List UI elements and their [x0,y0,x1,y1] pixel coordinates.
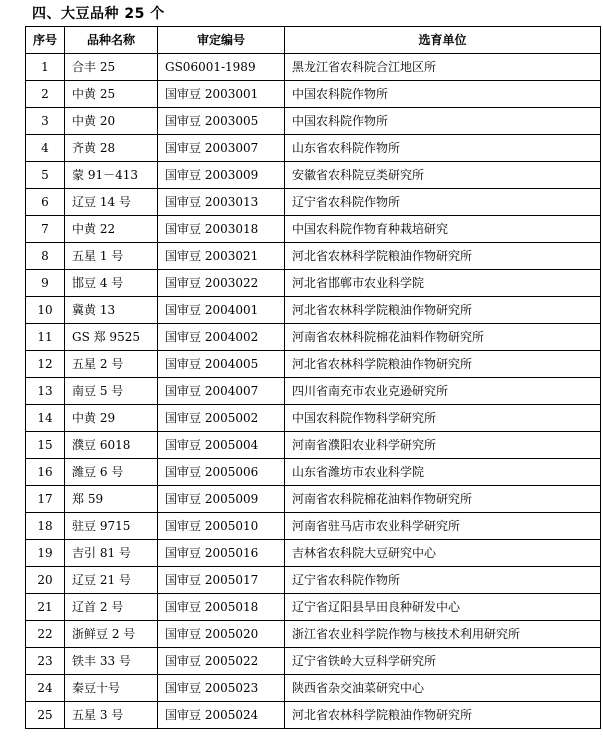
cell-index: 3 [26,108,65,135]
cell-approval-number: 国审豆 2005009 [158,486,285,513]
cell-variety-name: 南豆 5 号 [65,378,158,405]
column-header-approval-number: 审定编号 [158,27,285,54]
cell-index: 5 [26,162,65,189]
cell-breeding-unit: 安徽省农科院豆类研究所 [285,162,601,189]
cell-breeding-unit: 河北省农林科学院粮油作物研究所 [285,297,601,324]
cell-breeding-unit: 河北省农林科学院粮油作物研究所 [285,243,601,270]
cell-index: 21 [26,594,65,621]
table-row [26,405,601,432]
cell-index: 22 [26,621,65,648]
cell-index: 14 [26,405,65,432]
cell-approval-number: 国审豆 2005017 [158,567,285,594]
cell-variety-name: 秦豆十号 [65,675,158,702]
table-row [26,378,601,405]
cell-breeding-unit: 陕西省杂交油菜研究中心 [285,675,601,702]
table-row [26,243,601,270]
cell-breeding-unit: 河南省濮阳农业科学研究所 [285,432,601,459]
cell-approval-number: 国审豆 2003001 [158,81,285,108]
table-row [26,189,601,216]
cell-breeding-unit: 河南省驻马店市农业科学研究所 [285,513,601,540]
cell-index: 18 [26,513,65,540]
cell-approval-number: 国审豆 2003009 [158,162,285,189]
cell-index: 13 [26,378,65,405]
cell-approval-number: 国审豆 2003021 [158,243,285,270]
table-row [26,648,601,675]
cell-approval-number: 国审豆 2003013 [158,189,285,216]
cell-variety-name: 辽豆 21 号 [65,567,158,594]
cell-approval-number: 国审豆 2005004 [158,432,285,459]
cell-breeding-unit: 河北省农林科学院粮油作物研究所 [285,351,601,378]
cell-index: 11 [26,324,65,351]
cell-variety-name: 中黄 20 [65,108,158,135]
cell-approval-number: 国审豆 2005016 [158,540,285,567]
cell-variety-name: 中黄 29 [65,405,158,432]
cell-approval-number: 国审豆 2003005 [158,108,285,135]
cell-variety-name: 铁丰 33 号 [65,648,158,675]
cell-breeding-unit: 河北省农林科学院粮油作物研究所 [285,702,601,729]
table-row [26,135,601,162]
cell-index: 19 [26,540,65,567]
column-header-variety-name: 品种名称 [65,27,158,54]
cell-approval-number: 国审豆 2004002 [158,324,285,351]
cell-index: 15 [26,432,65,459]
cell-breeding-unit: 辽宁省辽阳县旱田良种研发中心 [285,594,601,621]
cell-approval-number: 国审豆 2005010 [158,513,285,540]
cell-breeding-unit: 中国农科院作物所 [285,108,601,135]
cell-approval-number: GS06001-1989 [158,54,285,81]
cell-approval-number: 国审豆 2003022 [158,270,285,297]
table-row [26,108,601,135]
table-body [26,54,601,729]
cell-index: 12 [26,351,65,378]
table-row [26,162,601,189]
table-row [26,540,601,567]
cell-index: 16 [26,459,65,486]
table-row [26,297,601,324]
table-row [26,216,601,243]
cell-variety-name: 潍豆 6 号 [65,459,158,486]
cell-variety-name: 吉引 81 号 [65,540,158,567]
cell-index: 1 [26,54,65,81]
cell-approval-number: 国审豆 2005024 [158,702,285,729]
cell-variety-name: 中黄 25 [65,81,158,108]
cell-breeding-unit: 吉林省农科院大豆研究中心 [285,540,601,567]
cell-breeding-unit: 河南省农林科院棉花油料作物研究所 [285,324,601,351]
cell-variety-name: 邯豆 4 号 [65,270,158,297]
table-row [26,351,601,378]
cell-breeding-unit: 山东省潍坊市农业科学院 [285,459,601,486]
cell-variety-name: 五星 2 号 [65,351,158,378]
cell-variety-name: 辽首 2 号 [65,594,158,621]
cell-index: 20 [26,567,65,594]
table-row [26,324,601,351]
cell-index: 4 [26,135,65,162]
cell-variety-name: 冀黄 13 [65,297,158,324]
cell-variety-name: 合丰 25 [65,54,158,81]
cell-approval-number: 国审豆 2005020 [158,621,285,648]
cell-index: 2 [26,81,65,108]
cell-approval-number: 国审豆 2005022 [158,648,285,675]
cell-approval-number: 国审豆 2004001 [158,297,285,324]
cell-breeding-unit: 辽宁省铁岭大豆科学研究所 [285,648,601,675]
table-row [26,621,601,648]
cell-index: 23 [26,648,65,675]
cell-variety-name: GS 郑 9525 [65,324,158,351]
cell-approval-number: 国审豆 2004007 [158,378,285,405]
cell-variety-name: 齐黄 28 [65,135,158,162]
cell-variety-name: 郑 59 [65,486,158,513]
column-header-index: 序号 [26,27,65,54]
cell-breeding-unit: 中国农科院作物所 [285,81,601,108]
cell-approval-number: 国审豆 2004005 [158,351,285,378]
cell-breeding-unit: 中国农科院作物育种栽培研究 [285,216,601,243]
table-row [26,567,601,594]
cell-breeding-unit: 山东省农科院作物所 [285,135,601,162]
table-header-row [26,27,601,54]
cell-approval-number: 国审豆 2005002 [158,405,285,432]
cell-breeding-unit: 河南省农科院棉花油料作物研究所 [285,486,601,513]
cell-breeding-unit: 浙江省农业科学院作物与核技术利用研究所 [285,621,601,648]
section-heading: 四、大豆品种 25 个 [32,6,165,22]
table-row [26,486,601,513]
table-row [26,513,601,540]
cell-index: 9 [26,270,65,297]
table-row [26,459,601,486]
cell-approval-number: 国审豆 2005018 [158,594,285,621]
cell-index: 6 [26,189,65,216]
column-header-breeding-unit: 选育单位 [285,27,601,54]
table-row [26,432,601,459]
cell-breeding-unit: 中国农科院作物科学研究所 [285,405,601,432]
cell-variety-name: 五星 3 号 [65,702,158,729]
cell-variety-name: 濮豆 6018 [65,432,158,459]
table-row [26,702,601,729]
cell-index: 10 [26,297,65,324]
cell-variety-name: 浙鲜豆 2 号 [65,621,158,648]
cell-variety-name: 驻豆 9715 [65,513,158,540]
cell-variety-name: 蒙 91－413 [65,162,158,189]
cell-variety-name: 五星 1 号 [65,243,158,270]
table-row [26,54,601,81]
cell-approval-number: 国审豆 2005006 [158,459,285,486]
table-row [26,81,601,108]
table-row [26,675,601,702]
cell-index: 25 [26,702,65,729]
cell-approval-number: 国审豆 2005023 [158,675,285,702]
cell-breeding-unit: 辽宁省农科院作物所 [285,189,601,216]
cell-breeding-unit: 四川省南充市农业克逊研究所 [285,378,601,405]
cell-approval-number: 国审豆 2003018 [158,216,285,243]
cell-variety-name: 中黄 22 [65,216,158,243]
cell-breeding-unit: 黑龙江省农科院合江地区所 [285,54,601,81]
cell-index: 24 [26,675,65,702]
cell-breeding-unit: 辽宁省农科院作物所 [285,567,601,594]
cell-approval-number: 国审豆 2003007 [158,135,285,162]
cell-variety-name: 辽豆 14 号 [65,189,158,216]
cell-index: 7 [26,216,65,243]
table-row [26,270,601,297]
cell-breeding-unit: 河北省邯郸市农业科学院 [285,270,601,297]
cell-index: 8 [26,243,65,270]
cell-index: 17 [26,486,65,513]
soybean-variety-table [25,26,601,729]
table-row [26,594,601,621]
